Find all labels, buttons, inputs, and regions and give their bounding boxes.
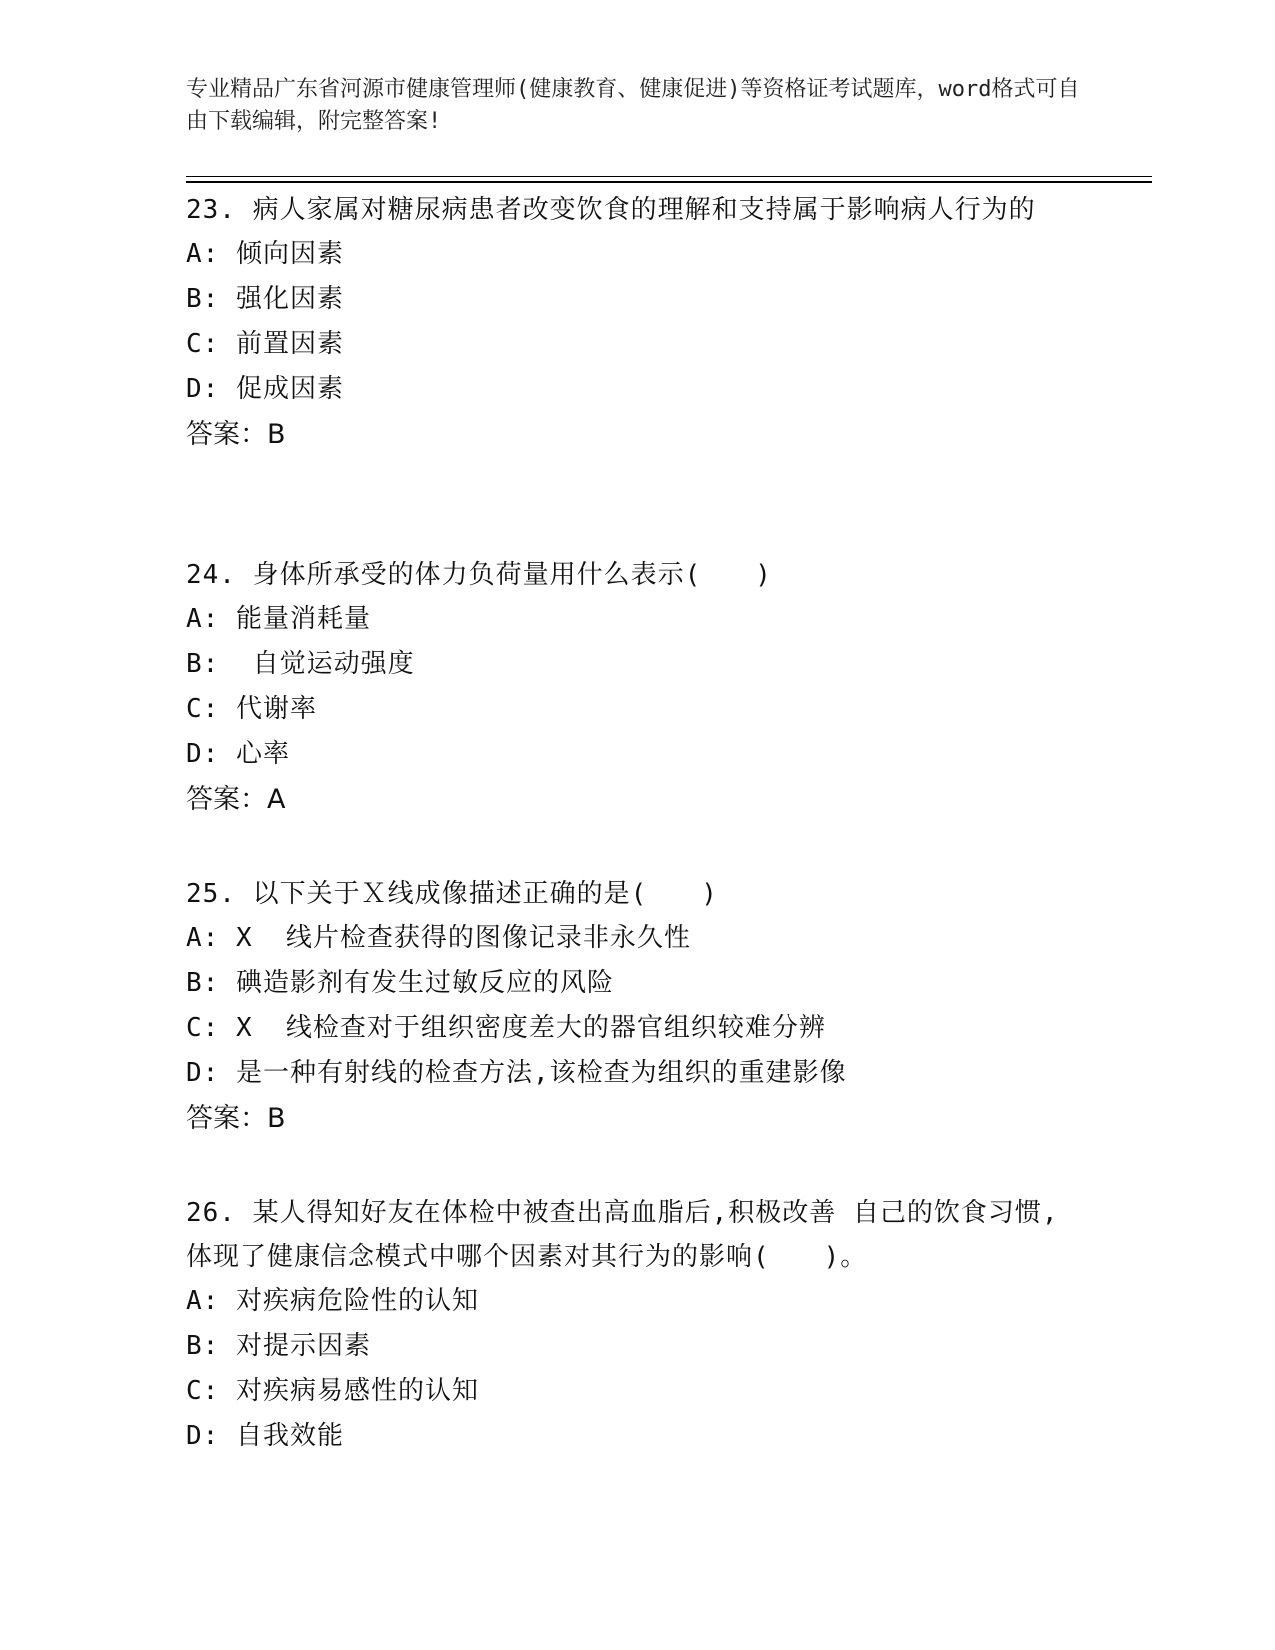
header-rule-thin (186, 176, 1152, 177)
option-c: C: 前置因素 (186, 329, 344, 359)
option-d: D: 自我效能 (186, 1421, 344, 1451)
header-rule-thick (186, 181, 1152, 183)
answer-line: 答案：A (186, 784, 286, 815)
option-a: A: 倾向因素 (186, 239, 344, 269)
option-b: B: 碘造影剂有发生过敏反应的风险 (186, 968, 614, 998)
question-25 (186, 872, 1066, 1142)
question-26 (186, 1191, 1066, 1459)
option-c: C: 对疾病易感性的认知 (186, 1376, 479, 1406)
option-a: A: 对疾病危险性的认知 (186, 1286, 479, 1316)
option-b: B: 强化因素 (186, 284, 344, 314)
question-stem: 24. 身体所承受的体力负荷量用什么表示( ) (186, 560, 772, 590)
option-c: C: 代谢率 (186, 694, 317, 724)
option-b: B: 对提示因素 (186, 1331, 371, 1361)
answer-line: 答案：B (186, 1103, 286, 1134)
question-24 (186, 553, 1066, 823)
option-d: D: 心率 (186, 739, 290, 769)
answer-line: 答案：B (186, 419, 286, 450)
question-23 (186, 188, 1066, 458)
option-a: A: X 线片检查获得的图像记录非永久性 (186, 923, 691, 953)
question-stem: 25. 以下关于Ｘ线成像描述正确的是( ) (186, 879, 718, 909)
option-d: D: 促成因素 (186, 374, 344, 404)
option-a: A: 能量消耗量 (186, 604, 371, 634)
option-d: D: 是一种有射线的检查方法,该检查为组织的重建影像 (186, 1058, 847, 1088)
option-c: C: X 线检查对于组织密度差大的器官组织较难分辨 (186, 1013, 826, 1043)
option-b: B: 自觉运动强度 (186, 649, 415, 679)
question-stem: 23. 病人家属对糖尿病患者改变饮食的理解和支持属于影响病人行为的 (186, 195, 1036, 225)
question-stem: 26. 某人得知好友在体检中被查出高血脂后,积极改善 自己的饮食习惯,体现了健康信念模式中哪个因素对其行为的影响( )。 (186, 1198, 1059, 1272)
page-header: 专业精品广东省河源市健康管理师(健康教育、健康促进)等资格证考试题库，word格式可自由下载编辑，附完整答案! (186, 77, 1080, 134)
